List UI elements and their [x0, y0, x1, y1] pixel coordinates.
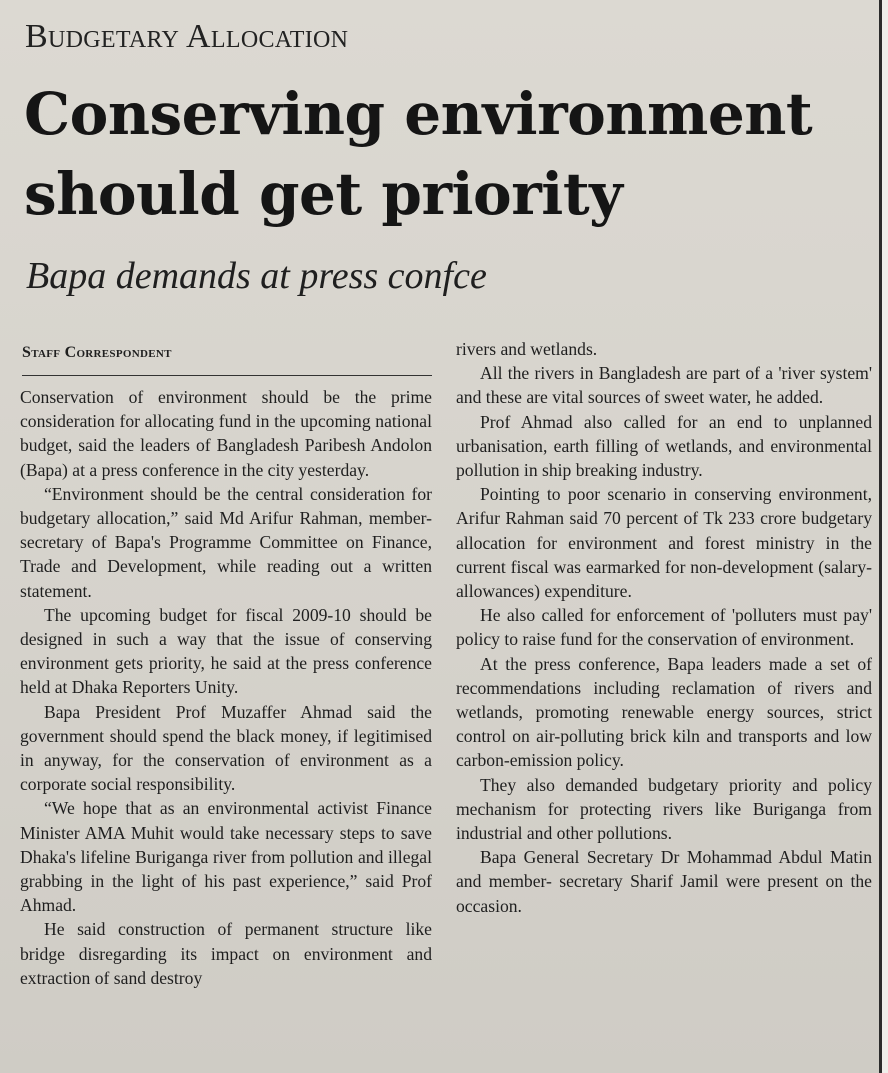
paragraph: Bapa President Prof Muzaffer Ahmad said the government should spend the black money, if legitimised in anyway, for the conservation of environment as a corporate social responsibility. — [20, 701, 432, 795]
paragraph: rivers and wetlands. — [456, 339, 598, 359]
paragraph: He said construction of permanent structure like bridge disregarding its impact on environment and extraction of sand destroy — [20, 919, 432, 988]
headline-line-2: should get priority — [24, 160, 623, 228]
paragraph: Pointing to poor scenario in conserving environment, Arifur Rahman said 70 percent of Tk 233 crore budgetary allocation for environment and forest ministry in the current fiscal was earmarked for non-development (salary-allowances) expenditure. — [456, 484, 872, 602]
paragraph: Prof Ahmad also called for an end to unplanned urbanisation, earth filling of wetlands, and environmental pollution in ship breaking industry. — [456, 411, 872, 481]
left-column — [20, 385, 432, 990]
paragraph: “Environment should be the central consideration for budgetary allocation,” said Md Arifur Rahman, member-secretary of Bapa's Programme Committee on Finance, Trade and Development, while reading out a written statement. — [20, 483, 432, 601]
byline-divider — [22, 375, 432, 376]
headline — [24, 74, 874, 234]
page-edge — [882, 0, 888, 1073]
paragraph: “We hope that as an environmental activist Finance Minister AMA Muhit would take necessary steps to save Dhaka's lifeline Buriganga river from pollution and illegal grabbing in the light of his past experience,” said Prof Ahmad. — [20, 798, 432, 916]
right-column — [456, 337, 872, 918]
paragraph: At the press conference, Bapa leaders made a set of recommendations including reclamation of rivers and wetlands, promoting renewable energy sources, strict control on air-polluting brick kiln and transports and low carbon-emission policy. — [456, 653, 872, 771]
byline: Staff Correspondent — [22, 344, 172, 361]
paragraph: All the rivers in Bangladesh are part of a 'river system' and these are vital sources of sweet water, he added. — [456, 363, 872, 408]
paragraph: Bapa General Secretary Dr Mohammad Abdul Matin and member- secretary Sharif Jamil were present on the occasion. — [456, 847, 872, 916]
paragraph: They also demanded budgetary priority and policy mechanism for protecting rivers like Buriganga from industrial and other pollutions. — [456, 774, 872, 844]
section-kicker: Budgetary Allocation — [25, 18, 349, 55]
paragraph: The upcoming budget for fiscal 2009-10 should be designed in such a way that the issue of conserving environment gets priority, he said at the press conference held at Dhaka Reporters Unity. — [20, 604, 432, 698]
subheadline: Bapa demands at press confce — [26, 255, 487, 297]
paragraph: Conservation of environment should be the prime consideration for allocating fund in the upcoming national budget, said the leaders of Bangladesh Paribesh Andolon (Bapa) at a press conference in the city yesterday. — [20, 387, 432, 480]
paragraph: He also called for enforcement of 'polluters must pay' policy to raise fund for the conservation of environment. — [456, 605, 872, 650]
headline-line-1: Conserving environment — [24, 80, 813, 148]
